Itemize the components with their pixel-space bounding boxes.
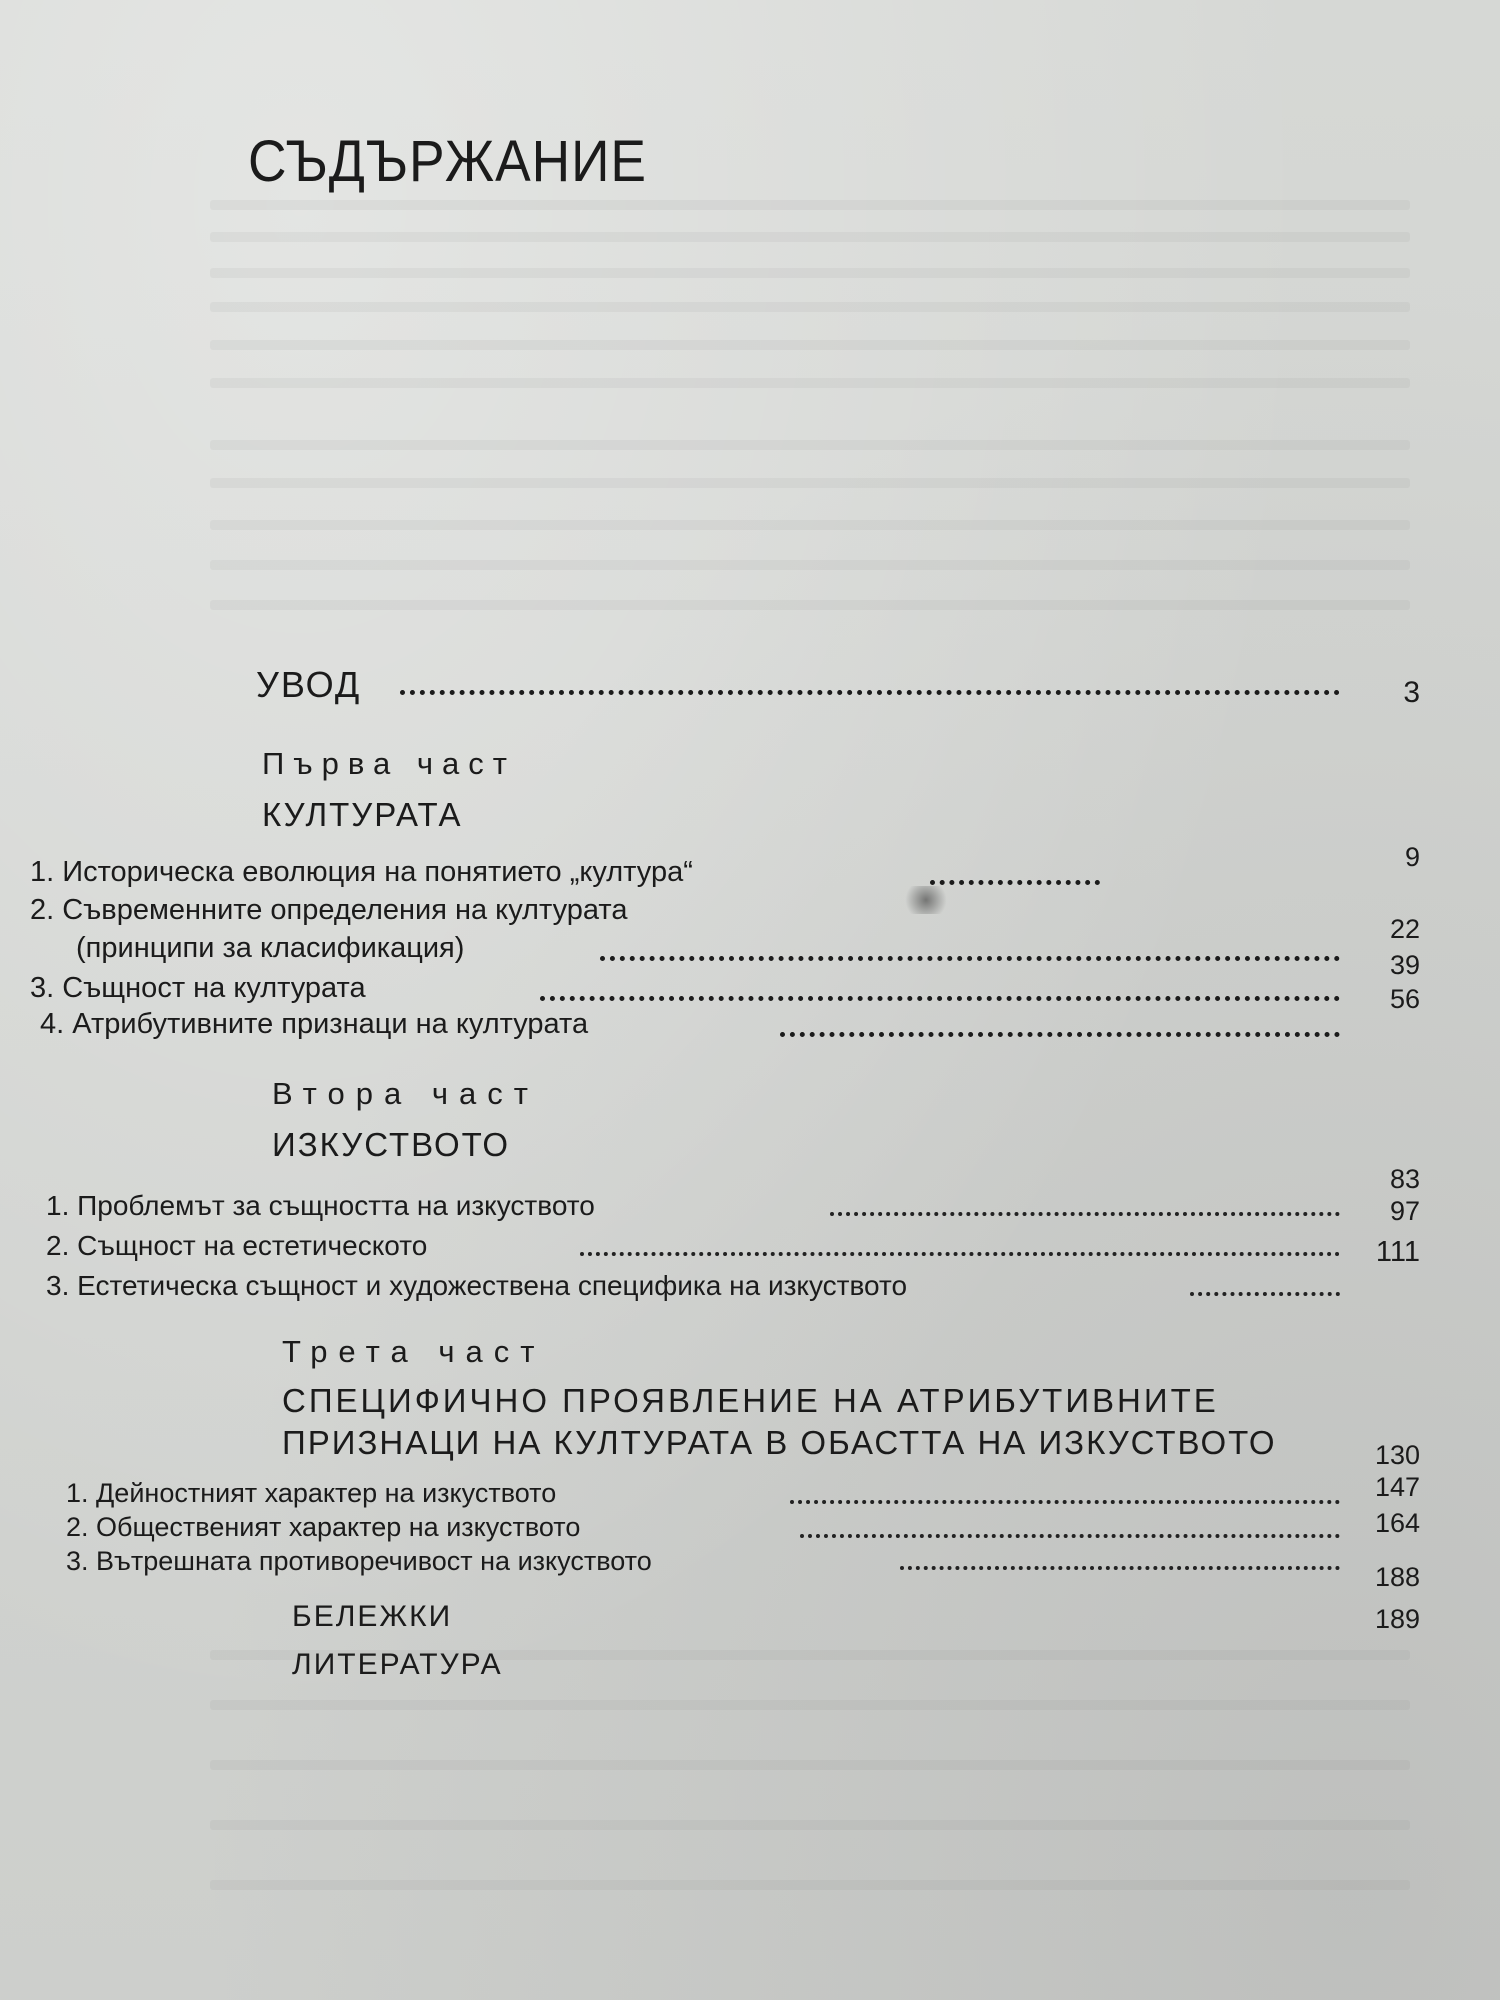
part3-title-line2: ПРИЗНАЦИ НА КУЛТУРАТА В ОБАСТТА НА ИЗКУСТВОТО <box>282 1424 1277 1461</box>
dot-leader <box>930 880 1100 885</box>
part2-label: Втора част <box>272 1076 539 1111</box>
bleed-through-line <box>210 302 1410 312</box>
part3-entry-3: 3. Вътрешната противоречивост на изкуството <box>66 1546 652 1576</box>
part1-entry-2-cont: (принципи за класификация) <box>76 932 465 964</box>
part3-entry-2: 2. Общественият характер на изкуството <box>66 1512 581 1542</box>
part1-label: Първа част <box>262 746 516 781</box>
bleed-through-line <box>210 268 1410 278</box>
part3-entry-2-page: 147 <box>1374 1472 1420 1502</box>
part1-entry-2: 2. Съвременните определения на културата <box>30 894 628 926</box>
dot-leader <box>800 1534 1340 1538</box>
part1-entry-2-page: 22 <box>1389 914 1420 944</box>
part3-title-line1: СПЕЦИФИЧНО ПРОЯВЛЕНИЕ НА АТРИБУТИВНИТЕ <box>282 1382 1219 1419</box>
part2-title: ИЗКУСТВОТО <box>272 1126 511 1163</box>
dot-leader <box>400 690 1340 695</box>
part2-entry-1: 1. Проблемът за същността на изкуството <box>46 1190 595 1221</box>
part1-entry-3-page: 39 <box>1389 950 1420 980</box>
dot-leader <box>790 1500 1340 1504</box>
bleed-through-line <box>210 560 1410 570</box>
part1-entry-1: 1. Историческа еволюция на понятието „култура“ <box>30 856 693 888</box>
part2-entry-3-page: 111 <box>1375 1236 1420 1268</box>
bleed-through-line <box>210 200 1410 210</box>
toc-intro-page: 3 <box>1403 676 1420 709</box>
part1-entry-4-page: 56 <box>1389 984 1420 1014</box>
ink-smudge <box>900 886 952 914</box>
part1-entry-4: 4. Атрибутивните признаци на културата <box>40 1008 589 1040</box>
bleed-through-line <box>210 378 1410 388</box>
part3-label: Трета част <box>282 1334 546 1369</box>
part1-title: КУЛТУРАТА <box>262 796 463 833</box>
part1-entry-3: 3. Същност на културата <box>30 972 366 1004</box>
dot-leader <box>780 1032 1340 1037</box>
bleed-through-line <box>210 1880 1410 1890</box>
notes-page: 188 <box>1374 1562 1420 1592</box>
page-title: СЪДЪРЖАНИЕ <box>248 129 647 194</box>
bleed-through-line <box>210 232 1410 242</box>
part3-entry-1-page: 130 <box>1374 1440 1420 1470</box>
part1-entry-1-page: 9 <box>1404 842 1420 872</box>
literature-page: 189 <box>1374 1604 1420 1634</box>
literature-label: ЛИТЕРАТУРА <box>292 1648 503 1681</box>
bleed-through-line <box>210 1760 1410 1770</box>
part3-entry-1: 1. Дейностният характер на изкуството <box>66 1478 557 1508</box>
bleed-through-line <box>210 340 1410 350</box>
dot-leader <box>540 996 1340 1001</box>
part2-entry-3: 3. Естетическа същност и художествена специфика на изкуството <box>46 1270 908 1301</box>
notes-label: БЕЛЕЖКИ <box>292 1600 453 1633</box>
dot-leader <box>900 1566 1340 1570</box>
bleed-through-line <box>210 1820 1410 1830</box>
part2-entry-2: 2. Същност на естетическото <box>46 1230 428 1261</box>
dot-leader <box>1190 1292 1340 1296</box>
dot-leader <box>600 956 1340 961</box>
part3-entry-3-page: 164 <box>1374 1508 1420 1538</box>
bleed-through-line <box>210 440 1410 450</box>
bleed-through-line <box>210 478 1410 488</box>
bleed-through-line <box>210 600 1410 610</box>
part2-entry-1-page: 83 <box>1389 1164 1420 1194</box>
dot-leader <box>580 1252 1340 1256</box>
toc-intro-label: УВОД <box>256 664 362 705</box>
bleed-through-line <box>210 1700 1410 1710</box>
dot-leader <box>830 1212 1340 1216</box>
part2-entry-2-page: 97 <box>1389 1196 1420 1226</box>
bleed-through-line <box>210 520 1410 530</box>
